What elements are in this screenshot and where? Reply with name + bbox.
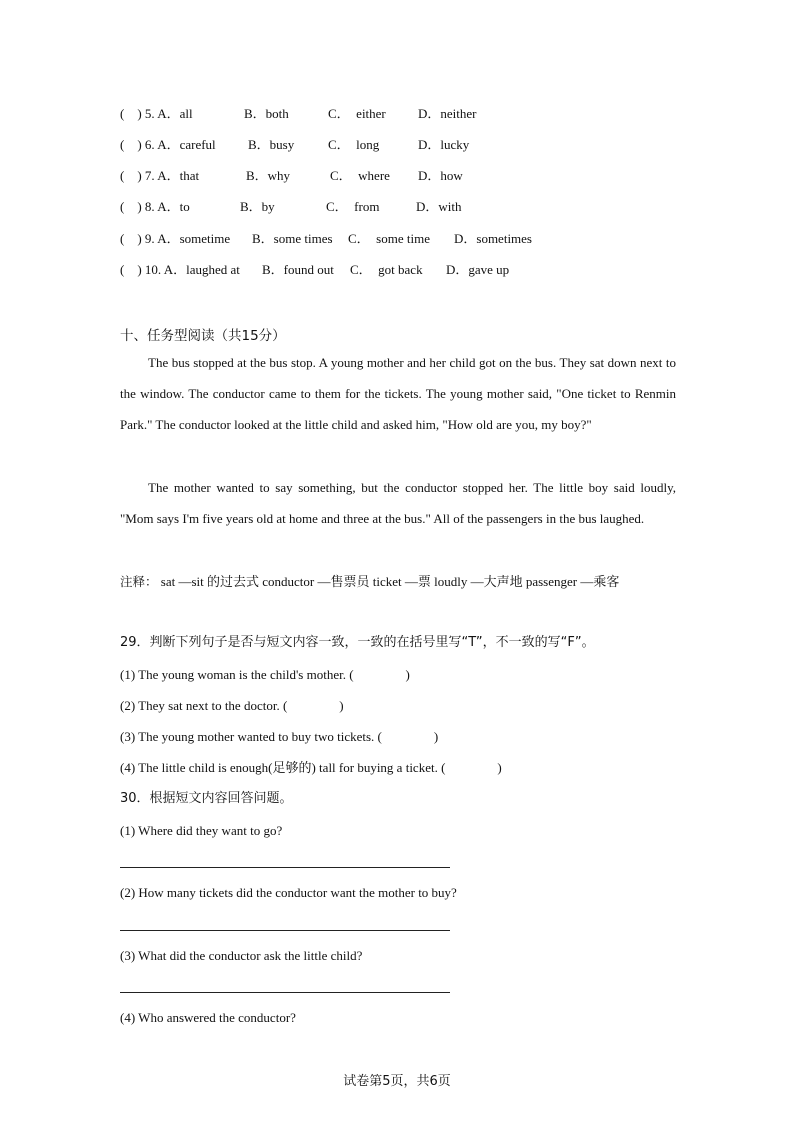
- option-d: D．lucky: [418, 137, 470, 152]
- option-c: C． some time: [348, 231, 430, 246]
- passage-paragraph-1: [120, 347, 676, 440]
- choice-number: ( ) 8. A．to: [120, 199, 190, 214]
- page-footer: 试卷第5页，共6页: [343, 1074, 451, 1089]
- option-c: C． where: [330, 168, 390, 183]
- option-d: D．sometimes: [454, 231, 532, 246]
- option-c: C． from: [326, 199, 380, 214]
- choice-number: ( ) 9. A．sometime: [120, 231, 231, 246]
- choice-number: ( ) 7. A．that: [120, 168, 200, 183]
- option-c: C． long: [328, 137, 380, 152]
- option-c: C． got back: [350, 262, 423, 277]
- question-30-heading: 30．根据短文内容回答问题。: [120, 791, 293, 806]
- question-30-item: (1) Where did they want to go?: [120, 823, 283, 838]
- question-30-item: (2) How many tickets did the conductor want the mother to buy?: [120, 885, 457, 900]
- question-29-heading: 29．判断下列句子是否与短文内容一致，一致的在括号里写“T”，不一致的写“F”。: [120, 635, 595, 650]
- answer-line[interactable]: [120, 930, 450, 931]
- option-d: D．with: [416, 199, 462, 214]
- option-b: B．by: [240, 199, 275, 214]
- question-29-item: (3) The young mother wanted to buy two tickets. ( ): [120, 729, 439, 744]
- option-b: B．found out: [262, 262, 334, 277]
- option-d: D．how: [418, 168, 463, 183]
- passage-text: The bus stopped at the bus stop. A young mother and her child got on the bus. They sat down next to the window. The conductor came to them for the tickets. The young mother said, "One ticket to Renmin Park." The conductor looked at the little child and asked him, "How old are you, my boy?": [120, 355, 676, 432]
- passage-paragraph-2: [120, 472, 676, 534]
- option-c: C． either: [328, 106, 386, 121]
- question-29-item: (1) The young woman is the child's mother. ( ): [120, 667, 410, 682]
- question-29-item: (4) The little child is enough(足够的) tall for buying a ticket. ( ): [120, 760, 502, 775]
- choice-number: ( ) 5. A．all: [120, 106, 193, 121]
- note-text: sat —sit 的过去式 conductor —售票员 ticket —票 loudly —大声地 passenger —乘客: [157, 574, 620, 589]
- choice-number: ( ) 10. A．laughed at: [120, 262, 240, 277]
- vocabulary-note: [120, 566, 680, 597]
- question-29-item: (2) They sat next to the doctor. ( ): [120, 698, 344, 713]
- option-b: B．some times: [252, 231, 333, 246]
- question-30-item: (4) Who answered the conductor?: [120, 1010, 296, 1025]
- answer-line[interactable]: [120, 867, 450, 868]
- option-d: D．neither: [418, 106, 477, 121]
- option-b: B．both: [244, 106, 289, 121]
- section-title: 十、任务型阅读（共15分）: [120, 328, 286, 344]
- option-d: D．gave up: [446, 262, 510, 277]
- option-b: B．busy: [248, 137, 295, 152]
- passage-text: The mother wanted to say something, but the conductor stopped her. The little boy said loudly, "Mom says I'm five years old at home and three at the bus." All of the passengers in the bus laughed.: [120, 480, 676, 526]
- note-label: 注释：: [120, 574, 158, 589]
- choice-number: ( ) 6. A．careful: [120, 137, 216, 152]
- answer-line[interactable]: [120, 992, 450, 993]
- question-30-item: (3) What did the conductor ask the little child?: [120, 948, 363, 963]
- option-b: B．why: [246, 168, 291, 183]
